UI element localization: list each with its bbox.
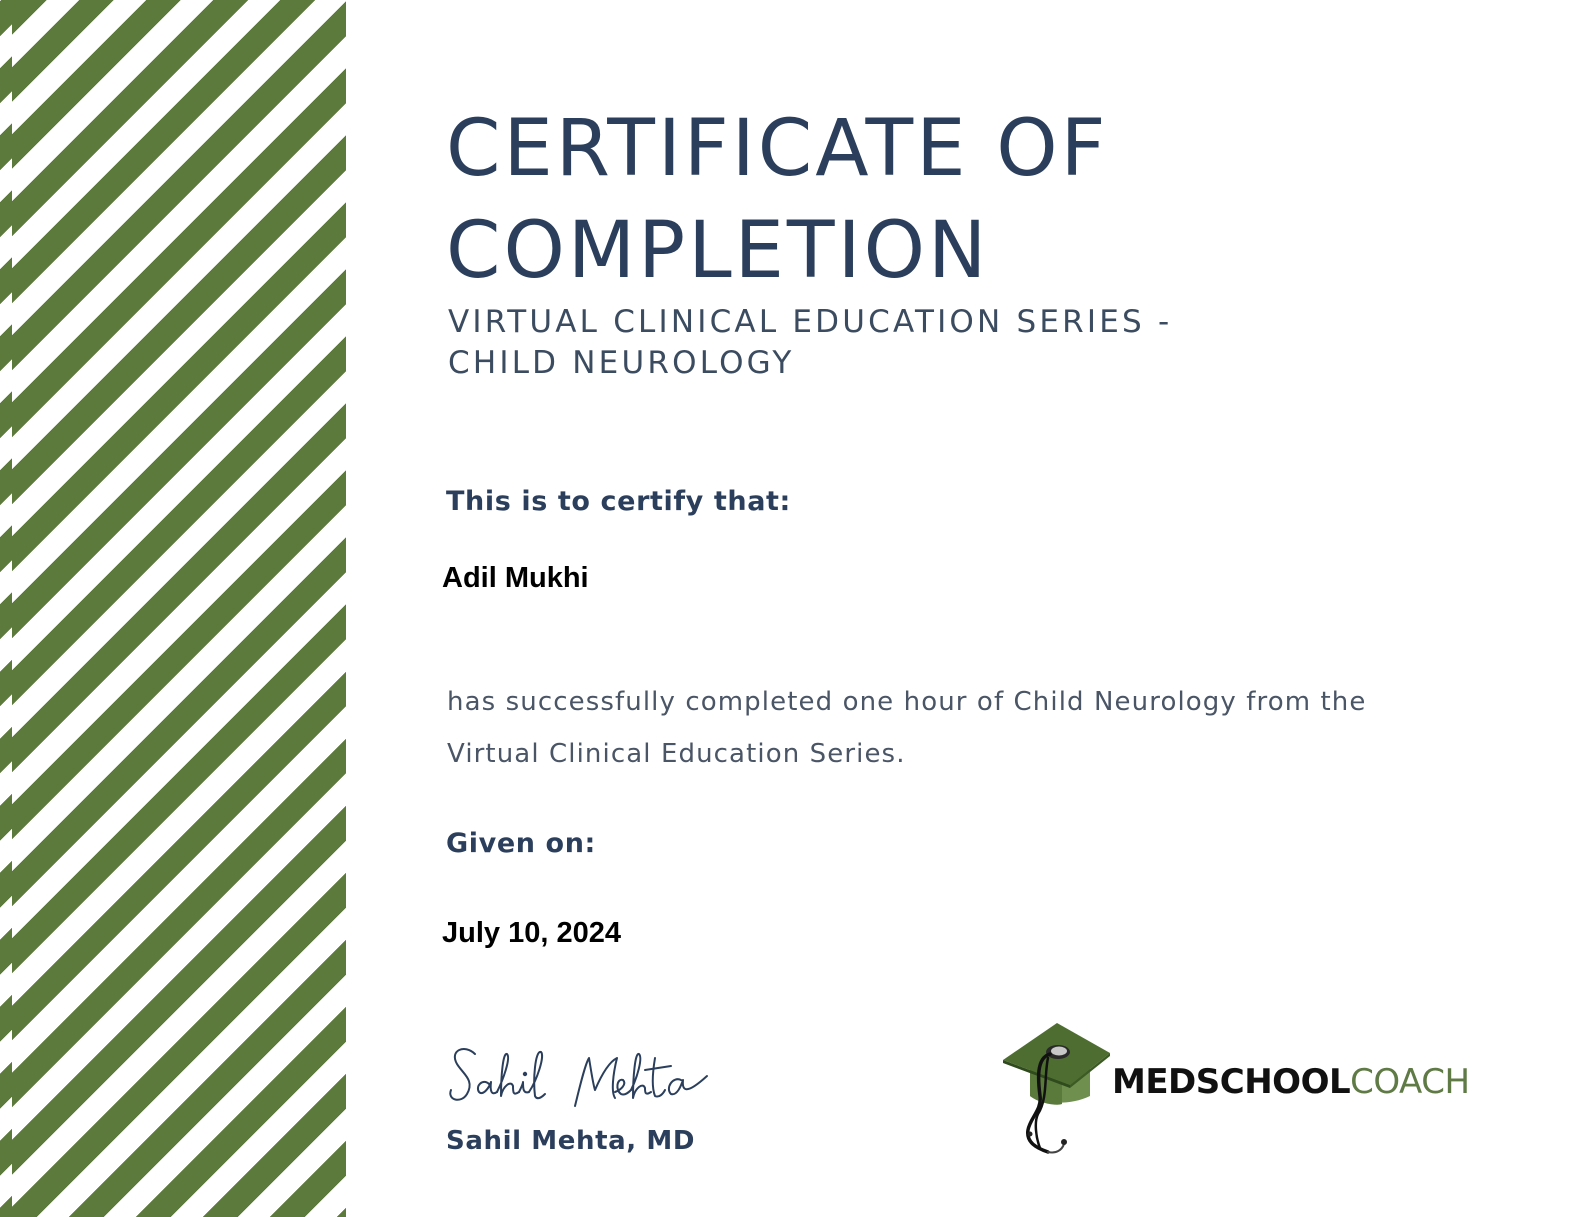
logo-text-coach: COACH: [1350, 1062, 1470, 1102]
subtitle-line-1: VIRTUAL CLINICAL EDUCATION SERIES -: [448, 304, 1173, 340]
statement-line-1: has successfully completed one hour of Child Neurology from the: [447, 687, 1367, 717]
completion-statement: [447, 676, 1547, 780]
medschoolcoach-logo: [1000, 1018, 1500, 1163]
recipient-name: Adil Mukhi: [442, 562, 589, 594]
given-date: July 10, 2024: [442, 917, 621, 949]
signer-name: Sahil Mehta, MD: [446, 1126, 696, 1156]
logo-text-medschool: MEDSCHOOL: [1112, 1062, 1351, 1102]
certify-label: This is to certify that:: [446, 486, 791, 517]
title-line-1: CERTIFICATE OF: [446, 104, 1109, 194]
logo-wordmark: [1112, 1062, 1470, 1102]
certificate-title: [446, 98, 1109, 302]
graduation-cap-stethoscope-icon: [1000, 1018, 1115, 1163]
title-line-2: COMPLETION: [446, 206, 990, 296]
certificate-subtitle: [448, 302, 1172, 384]
given-on-label: Given on:: [446, 828, 596, 859]
statement-line-2: Virtual Clinical Education Series.: [447, 739, 906, 769]
signature-image: [445, 1040, 715, 1115]
subtitle-line-2: CHILD NEUROLOGY: [448, 345, 795, 381]
